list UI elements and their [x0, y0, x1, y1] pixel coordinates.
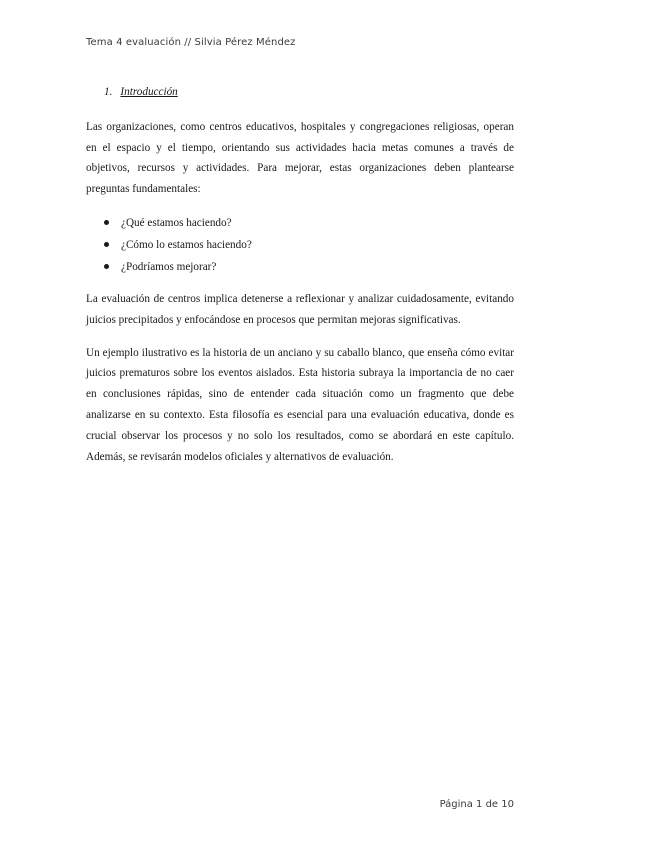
- section-title: Introducción: [120, 86, 178, 98]
- section-heading: [104, 82, 514, 103]
- document-body: [86, 82, 514, 479]
- bullet-icon: [104, 220, 109, 225]
- list-item-text: ¿Cómo lo estamos haciendo?: [121, 238, 252, 251]
- intro-paragraph: Las organizaciones, como centros educativos, hospitales y congregaciones religiosas, operan en el espacio y el tiempo, orientando sus actividades hacia metas comunes a través de objetivos, recursos y actividades. Para mejorar, estas organizaciones deben plantearse preguntas fundamentales:: [86, 120, 514, 196]
- bullet-icon: [104, 264, 109, 269]
- bullet-icon: [104, 242, 109, 247]
- list-item: [86, 212, 514, 234]
- list-item-text: ¿Qué estamos haciendo?: [121, 216, 232, 229]
- list-item: [86, 234, 514, 256]
- list-item-text: ¿Podríamos mejorar?: [121, 260, 217, 273]
- example-paragraph: Un ejemplo ilustrativo es la historia de un anciano y su caballo blanco, que enseña cómo evitar juicios prematuros sobre los eventos aislados. Esta historia subraya la importancia de no caer en conclusiones rápidas, sino de entender cada situación como un fragmento que debe analizarse en su contexto. Esta filosofía es esencial para una evaluación educativa, donde es crucial observar los procesos y no solo los resultados, como se abordará en este capítulo. Además, se revisarán modelos oficiales y alternativos de evaluación.: [86, 346, 514, 463]
- evaluation-paragraph: La evaluación de centros implica detenerse a reflexionar y analizar cuidadosamente, evitando juicios precipitados y enfocándose en procesos que permitan mejoras significativas.: [86, 292, 514, 326]
- list-item: [86, 256, 514, 278]
- page-number: Página 1 de 10: [439, 799, 514, 810]
- question-list: [86, 212, 514, 278]
- section-number: 1.: [104, 86, 113, 98]
- page-header: Tema 4 evaluación // Silvia Pérez Méndez: [86, 37, 296, 48]
